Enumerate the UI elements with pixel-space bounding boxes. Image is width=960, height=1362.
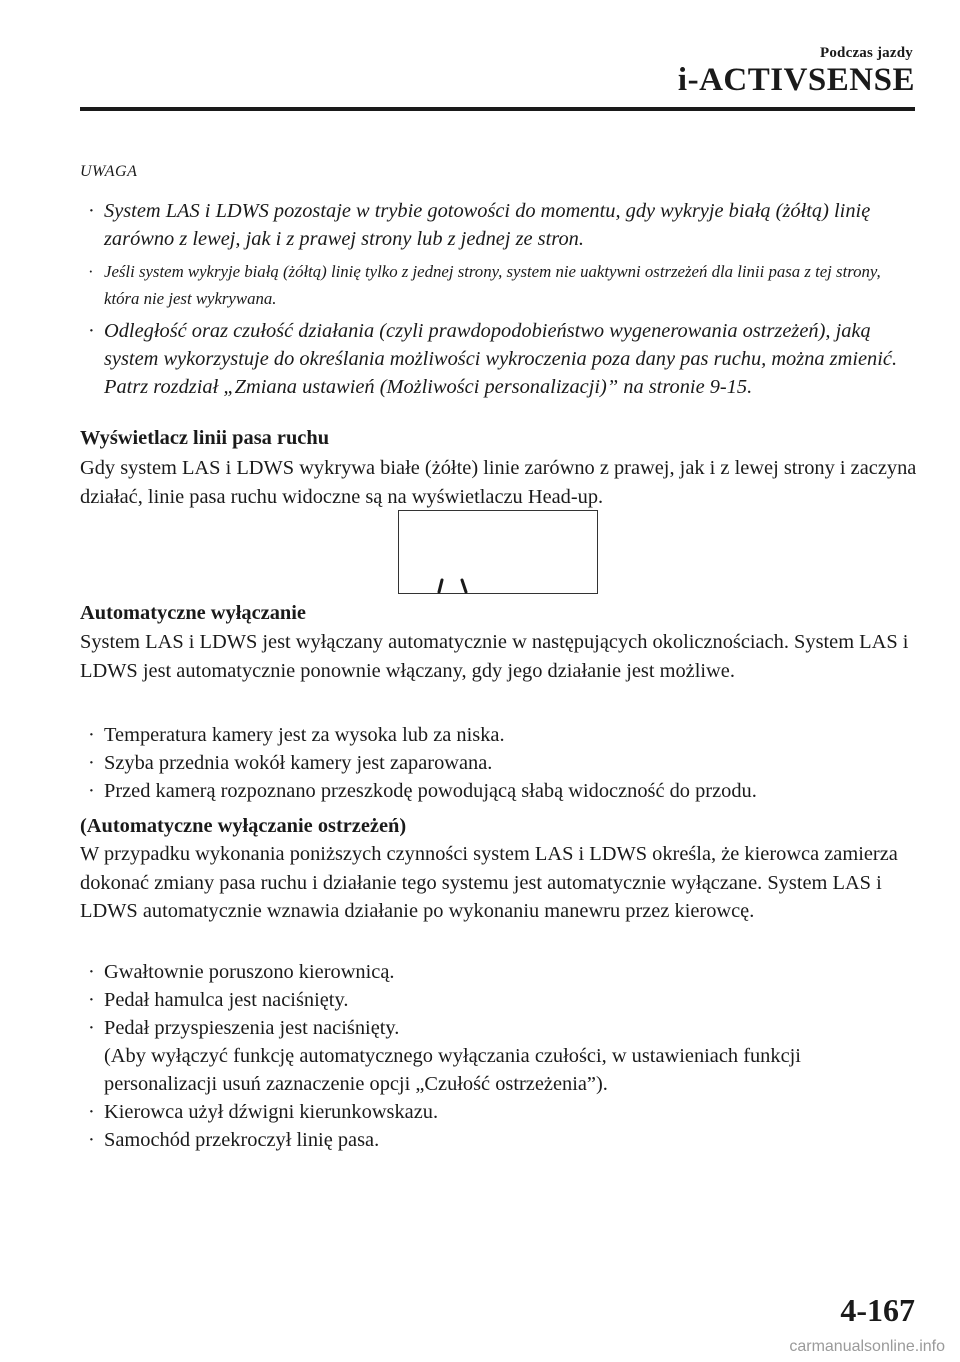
list-item-text: Przed kamerą rozpoznano przeszkodę powodującą słabą widoczność do przodu. bbox=[104, 780, 757, 802]
lane-display-title: Wyświetlacz linii pasa ruchu bbox=[80, 427, 330, 449]
bullet-icon: · bbox=[88, 1017, 95, 1039]
list-item-text: Temperatura kamery jest za wysoka lub za niska. bbox=[104, 724, 505, 746]
watermark[interactable]: carmanualsonline.info bbox=[789, 1338, 945, 1355]
header-section: Podczas jazdy bbox=[819, 45, 913, 61]
lane-display-figure bbox=[398, 510, 598, 594]
list-item bbox=[80, 1014, 915, 1098]
note-item-text: Odległość oraz czułość działania (czyli prawdopodobieństwo wygenerowania ostrzeżeń), jaką system wykorzystuje do określania możliwości wykroczenia poza dany pas ruchu, można zmienić. bbox=[104, 320, 898, 370]
note-item bbox=[80, 317, 915, 401]
header-rule bbox=[80, 107, 915, 111]
pedal-note: (Aby wyłączyć funkcję automatycznego wyłączania czułości, w ustawieniach funkcji personalizacji usuń zaznaczenie opcji „Czułość ostrzeżenia”). bbox=[104, 1045, 801, 1095]
bullet-icon: · bbox=[88, 989, 95, 1011]
warn-off-title: (Automatyczne wyłączanie ostrzeżeń) bbox=[80, 815, 407, 837]
lane-display-text: Gdy system LAS i LDWS wykrywa białe (żółte) linie zarówno z prawej, jak i z lewej strony i zaczyna działać, linie pasa ruchu widoczne są na wyświetlaczu Head-up. bbox=[80, 457, 917, 508]
header-title: i-ACTIVSENSE bbox=[677, 62, 915, 98]
list-item-text: Gwałtownie poruszono kierownicą. bbox=[104, 961, 395, 983]
bullet-icon: · bbox=[88, 1101, 95, 1123]
bullet-icon: · bbox=[88, 262, 94, 281]
auto-off-title: Automatyczne wyłączanie bbox=[80, 602, 306, 624]
list-item bbox=[80, 958, 915, 986]
list-item bbox=[80, 749, 915, 777]
warn-off-text: W przypadku wykonania poniższych czynności system LAS i LDWS określa, że kierowca zamierza dokonać zmiany pasa ruchu i działanie tego systemu jest automatycznie wyłączane. System LAS i LDWS automatycznie wznawia działanie po wykonaniu manewru przez kierowcę. bbox=[80, 843, 898, 922]
bullet-icon: · bbox=[88, 1129, 95, 1151]
list-item-text: Pedał przyspieszenia jest naciśnięty. bbox=[104, 1017, 400, 1039]
list-item bbox=[80, 1098, 915, 1126]
lane-lines-icon bbox=[399, 511, 599, 595]
bullet-icon: · bbox=[88, 320, 95, 342]
note-item-text: System LAS i LDWS pozostaje w trybie gotowości do momentu, gdy wykryje białą (żółtą) linię zarówno z lewej, jak i z prawej strony lub z jednej ze stron. bbox=[104, 200, 871, 250]
bullet-icon: · bbox=[88, 724, 95, 746]
list-item bbox=[80, 721, 915, 749]
note-reference[interactable]: Patrz rozdział „Zmiana ustawień (Możliwości personalizacji)” na stronie 9-15. bbox=[104, 376, 753, 398]
auto-off-text: System LAS i LDWS jest wyłączany automatycznie w następujących okolicznościach. System LAS i LDWS jest automatycznie ponownie włączany, gdy jego działanie jest możliwe. bbox=[80, 631, 909, 682]
list-item bbox=[80, 777, 915, 805]
list-item-text: Kierowca użył dźwigni kierunkowskazu. bbox=[104, 1101, 439, 1123]
note-list bbox=[80, 197, 915, 401]
note-title: UWAGA bbox=[80, 163, 138, 180]
bullet-icon: · bbox=[88, 780, 95, 802]
bullet-icon: · bbox=[88, 961, 95, 983]
bullet-icon: · bbox=[88, 752, 95, 774]
list-item-text: Szyba przednia wokół kamery jest zaparowana. bbox=[104, 752, 493, 774]
note-item bbox=[80, 197, 915, 253]
bullet-icon: · bbox=[88, 200, 95, 222]
list-item-text: Samochód przekroczył linię pasa. bbox=[104, 1129, 380, 1151]
list-item bbox=[80, 986, 915, 1014]
page-number: 4-167 bbox=[840, 1292, 915, 1328]
auto-off-list bbox=[80, 721, 915, 805]
list-item bbox=[80, 1126, 915, 1154]
warn-off-list bbox=[80, 958, 915, 1154]
note-item bbox=[80, 258, 915, 312]
note-item-text: Jeśli system wykryje białą (żółtą) linię tylko z jednej strony, system nie uaktywni ostrzeżeń dla linii pasa z tej strony, która nie jest wykrywana. bbox=[104, 262, 881, 308]
list-item-text: Pedał hamulca jest naciśnięty. bbox=[104, 989, 349, 1011]
